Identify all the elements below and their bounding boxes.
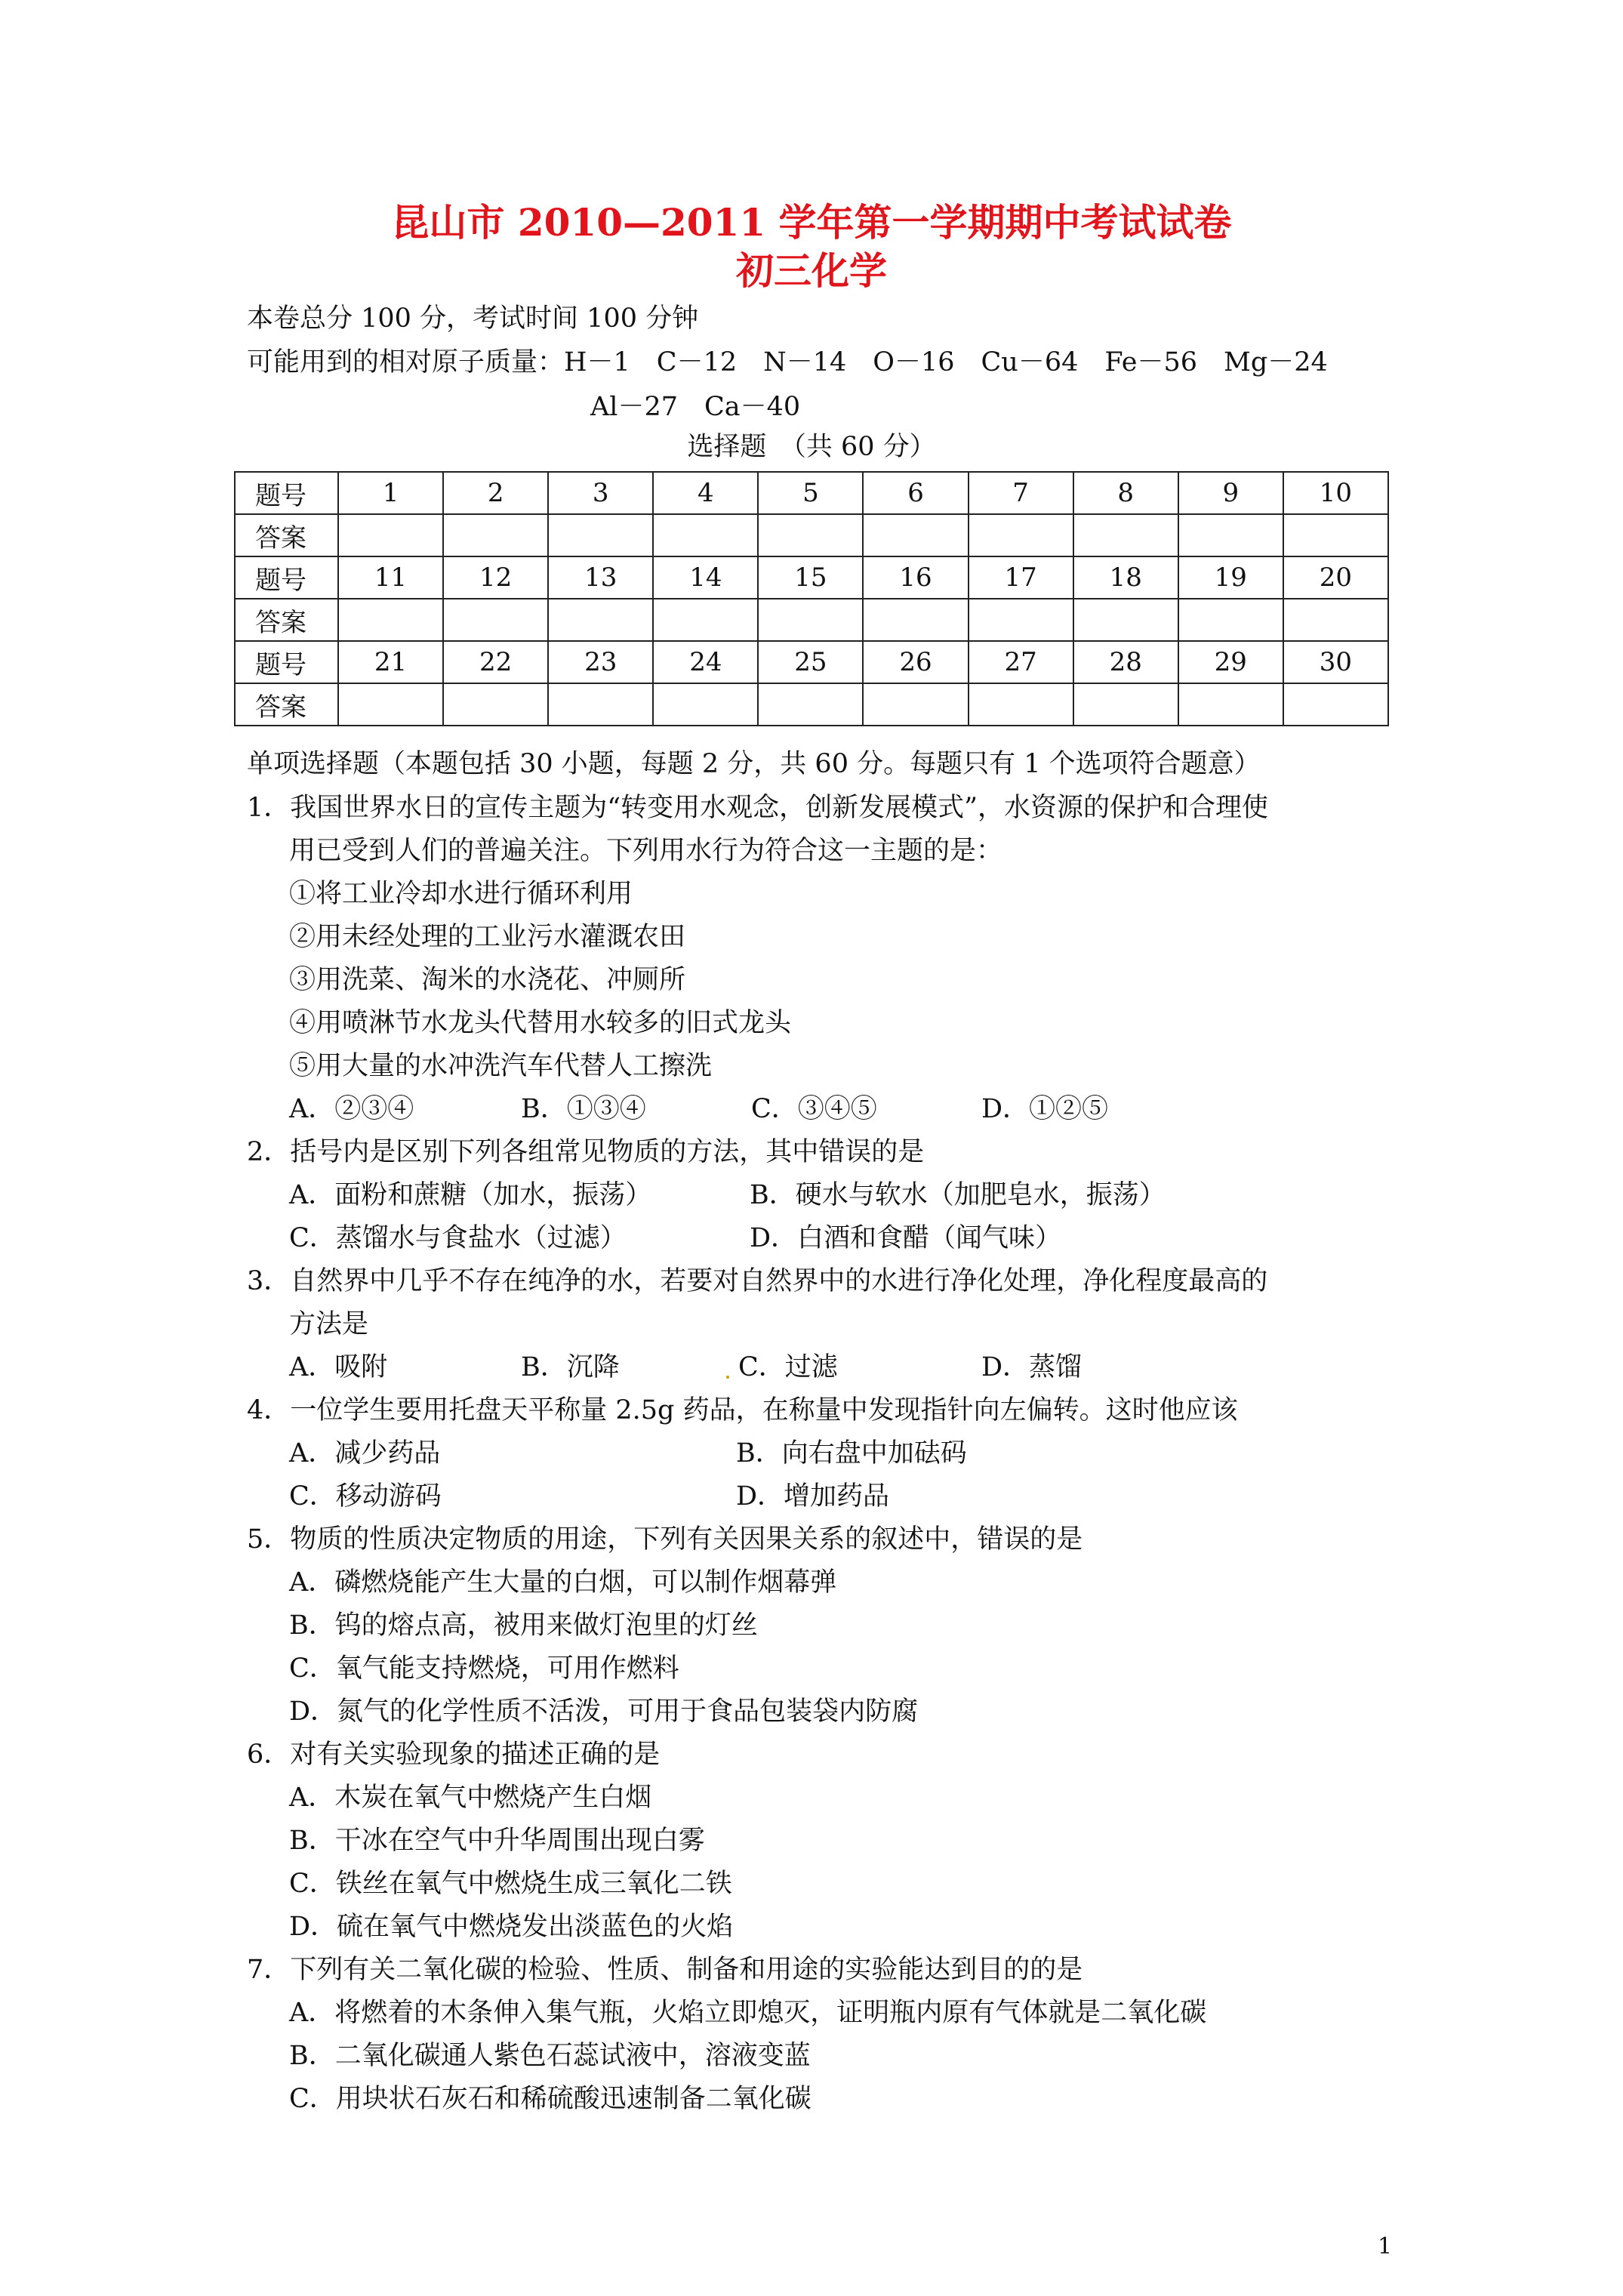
question-number-cell: 1 [338,472,443,514]
question-7-option-c: C．用块状石灰石和稀硫酸迅速制备二氧化碳 [289,2084,812,2114]
question-number-cell: 2 [443,472,548,514]
question-number-cell: 6 [863,472,968,514]
question-number-cell: 12 [443,556,548,599]
question-2-option-a: A．面粉和蔗糖（加水，振荡） [289,1180,652,1210]
question-1-stem-line2: 用已受到人们的普遍关注。下列用水行为符合这一主题的是： [289,836,1003,866]
question-1-item-1: ①将工业冷却水进行循环利用 [289,879,633,909]
answer-cell[interactable] [1178,599,1283,641]
question-number-cell: 28 [1073,641,1178,683]
answer-cell[interactable] [443,514,548,556]
answer-cell[interactable] [863,599,968,641]
answer-cell[interactable] [653,683,758,726]
exam-total-info: 本卷总分 100 分，考试时间 100 分钟 [247,304,699,334]
question-6-option-c: C．铁丝在氧气中燃烧生成三氧化二铁 [289,1869,732,1899]
question-3-option-d: D．蒸馏 [981,1352,1083,1382]
answer-cell[interactable] [1178,683,1283,726]
question-7-stem: 7．下列有关二氧化碳的检验、性质、制备和用途的实验能达到目的的是 [247,1955,1083,1985]
question-number-cell: 8 [1073,472,1178,514]
answer-cell[interactable] [1073,514,1178,556]
question-6-stem: 6．对有关实验现象的描述正确的是 [247,1740,661,1770]
row-label-answer: 答案 [235,599,338,641]
question-number-cell: 9 [1178,472,1283,514]
question-number-cell: 14 [653,556,758,599]
question-number-cell: 18 [1073,556,1178,599]
question-1-item-4: ④用喷淋节水龙头代替用水较多的旧式龙头 [289,1008,792,1038]
question-7-option-a: A．将燃着的木条伸入集气瓶，火焰立即熄灭，证明瓶内原有气体就是二氧化碳 [289,1998,1207,2028]
question-number-cell: 3 [548,472,653,514]
answer-cell[interactable] [338,683,443,726]
question-5-stem: 5．物质的性质决定物质的用途，下列有关因果关系的叙述中，错误的是 [247,1524,1083,1555]
question-number-cell: 7 [969,472,1073,514]
question-number-cell: 24 [653,641,758,683]
question-1-item-5: ⑤用大量的水冲洗汽车代替人工擦洗 [289,1051,713,1081]
exam-title: 昆山市 2010—2011 学年第一学期期中考试试卷 [391,200,1232,245]
question-2-option-c: C．蒸馏水与食盐水（过滤） [289,1223,627,1253]
answer-cell[interactable] [338,514,443,556]
question-number-cell: 25 [758,641,863,683]
question-4-option-d: D．增加药品 [736,1481,890,1512]
answer-table-question-row [235,556,1388,599]
row-label-question-number: 题号 [235,556,338,599]
question-number-cell: 29 [1178,641,1283,683]
question-number-cell: 15 [758,556,863,599]
question-number-cell: 4 [653,472,758,514]
question-5-option-b: B．钨的熔点高，被用来做灯泡里的灯丝 [289,1610,758,1641]
row-label-answer: 答案 [235,683,338,726]
row-label-question-number: 题号 [235,641,338,683]
answer-cell[interactable] [863,683,968,726]
question-1-option-b: B．①③④ [521,1094,646,1124]
answer-cell[interactable] [969,514,1073,556]
answer-cell[interactable] [653,514,758,556]
answer-cell[interactable] [548,599,653,641]
question-number-cell: 20 [1283,556,1388,599]
question-number-cell: 13 [548,556,653,599]
question-3-option-b: B．沉降 [521,1352,620,1382]
answer-cell[interactable] [1178,514,1283,556]
atomic-masses-line1: 可能用到的相对原子质量：H－1 C－12 N－14 O－16 Cu－64 Fe－56 Mg－24 [247,347,1328,378]
question-number-cell: 10 [1283,472,1388,514]
exam-subtitle: 初三化学 [736,248,887,293]
answer-cell[interactable] [863,514,968,556]
answer-cell[interactable] [758,683,863,726]
question-1-stem-line1: 1．我国世界水日的宣传主题为“转变用水观念，创新发展模式”，水资源的保护和合理使 [247,793,1269,823]
question-number-cell: 16 [863,556,968,599]
answer-cell[interactable] [758,599,863,641]
answer-table [234,471,1389,726]
answer-cell[interactable] [758,514,863,556]
answer-cell[interactable] [1283,599,1388,641]
answer-table-question-row [235,472,1388,514]
question-1-option-d: D．①②⑤ [981,1094,1109,1124]
question-number-cell: 23 [548,641,653,683]
question-5-option-d: D．氮气的化学性质不活泼，可用于食品包装袋内防腐 [289,1697,919,1727]
question-number-cell: 21 [338,641,443,683]
question-number-cell: 22 [443,641,548,683]
question-4-option-a: A．减少药品 [289,1438,441,1469]
question-7-option-b: B．二氧化碳通人紫色石蕊试液中，溶液变蓝 [289,2041,811,2071]
stray-dot-mark [726,1376,729,1379]
question-1-item-3: ③用洗菜、淘米的水浇花、冲厕所 [289,965,686,995]
question-6-option-a: A．木炭在氧气中燃烧产生白烟 [289,1783,652,1813]
question-4-option-c: C．移动游码 [289,1481,442,1512]
question-2-stem: 2．括号内是区别下列各组常见物质的方法，其中错误的是 [247,1137,925,1167]
answer-cell[interactable] [969,599,1073,641]
question-3-option-c: C．过滤 [738,1352,838,1382]
answer-table-answer-row [235,514,1388,556]
question-number-cell: 30 [1283,641,1388,683]
answer-cell[interactable] [653,599,758,641]
answer-cell[interactable] [1283,514,1388,556]
answer-cell[interactable] [1073,599,1178,641]
page-number: 1 [1378,2233,1393,2260]
row-label-question-number: 题号 [235,472,338,514]
answer-cell[interactable] [1283,683,1388,726]
instructions: 单项选择题（本题包括 30 小题，每题 2 分，共 60 分。每题只有 1 个选项符合题意） [247,749,1261,779]
question-1-item-2: ②用未经处理的工业污水灌溉农田 [289,922,686,952]
answer-table-answer-row [235,683,1388,726]
question-3-stem-line2: 方法是 [289,1309,369,1339]
question-1-option-a: A．②③④ [289,1094,414,1124]
answer-cell[interactable] [443,683,548,726]
question-number-cell: 19 [1178,556,1283,599]
question-2-option-d: D．白酒和食醋（闻气味） [750,1223,1062,1253]
row-label-answer: 答案 [235,514,338,556]
answer-cell[interactable] [338,599,443,641]
question-number-cell: 26 [863,641,968,683]
answer-cell[interactable] [548,514,653,556]
question-3-option-a: A．吸附 [289,1352,388,1382]
question-5-option-a: A．磷燃烧能产生大量的白烟，可以制作烟幕弹 [289,1567,837,1598]
question-1-option-c: C．③④⑤ [751,1094,877,1124]
answer-cell[interactable] [969,683,1073,726]
question-5-option-c: C．氧气能支持燃烧，可用作燃料 [289,1653,679,1684]
section-title: 选择题 （共 60 分） [687,432,936,462]
answer-cell[interactable] [1073,683,1178,726]
answer-cell[interactable] [443,599,548,641]
question-number-cell: 27 [969,641,1073,683]
question-3-stem-line1: 3．自然界中几乎不存在纯净的水，若要对自然界中的水进行净化处理，净化程度最高的 [247,1266,1268,1296]
question-number-cell: 5 [758,472,863,514]
answer-table-question-row [235,641,1388,683]
answer-table-answer-row [235,599,1388,641]
question-number-cell: 17 [969,556,1073,599]
atomic-masses-line2: Al－27 Ca－40 [590,392,801,422]
question-4-stem: 4．一位学生要用托盘天平称量 2.5g 药品，在称量中发现指针向左偏转。这时他应该 [247,1395,1238,1425]
question-2-option-b: B．硬水与软水（加肥皂水，振荡） [750,1180,1166,1210]
question-number-cell: 11 [338,556,443,599]
question-4-option-b: B．向右盘中加砝码 [736,1438,967,1469]
answer-cell[interactable] [548,683,653,726]
question-6-option-b: B．干冰在空气中升华周围出现白雾 [289,1826,705,1856]
question-6-option-d: D．硫在氧气中燃烧发出淡蓝色的火焰 [289,1912,734,1942]
